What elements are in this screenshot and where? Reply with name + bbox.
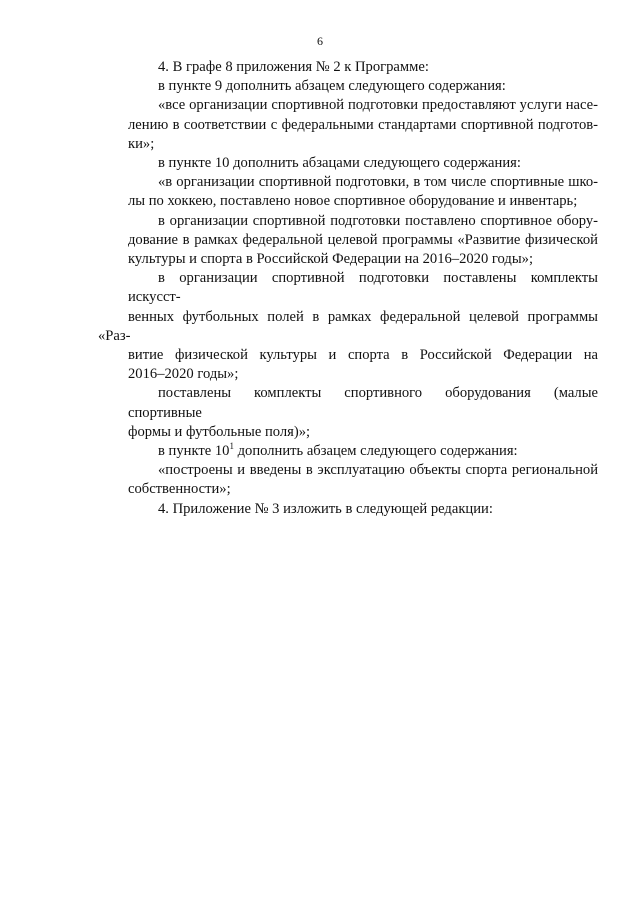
paragraph-hockey-schools [98,173,598,211]
paragraph-item-4-heading [98,58,598,77]
paragraph-sport-equipment [98,212,598,270]
point-prefix: в пункте 10 [158,443,230,460]
paragraph-point-10 [98,154,598,173]
text-line: дование в рамках федеральной целевой программы «Развитие физической [128,231,598,248]
paragraph-point-9 [98,77,598,96]
text-line: поставлены комплекты спортивного оборудования (малые спортивные [128,385,598,421]
text-line: венных футбольных полей в рамках федеральной целевой программы «Раз- [98,308,598,344]
text-line: в пункте 10 дополнить абзацами следующего содержания: [158,155,521,172]
paragraph-regional-facilities [98,461,598,499]
paragraph-equipment-sets [98,384,598,442]
text-line: лению в соответствии с федеральными стандартами спортивной подготов- [128,116,598,133]
text-line: «все организации спортивной подготовки предоставляют услуги насе- [158,97,598,114]
text-line: «в организации спортивной подготовки, в том числе спортивные шко- [158,174,598,191]
page-number: 6 [317,34,323,48]
text-line: 2016–2020 годы»; [128,366,239,383]
text-line: лы по хоккею, поставлено новое спортивное оборудование и инвентарь; [128,193,578,210]
paragraph-point-10-1 [98,442,598,461]
text-line: витие физической культуры и спорта в Российской Федерации на [128,347,598,364]
text-line: в организации спортивной подготовки поставлено спортивное обору- [158,212,598,229]
text-line [98,442,598,461]
paragraph-football-fields [98,269,598,384]
point-suffix: дополнить абзацем следующего содержания: [233,443,518,460]
text-line: «построены и введены в эксплуатацию объекты спорта региональной [158,462,598,479]
document-body [98,58,598,519]
text-line: ки»; [128,135,155,152]
paragraph-quote-services [98,96,598,154]
text-line: 4. В графе 8 приложения № 2 к Программе: [158,59,429,75]
text-line: в организации спортивной подготовки поставлены комплекты искусст- [128,270,598,306]
point-superscript: 1 [229,441,234,452]
text-line: в пункте 9 дополнить абзацем следующего содержания: [158,78,506,95]
text-line: 4. Приложение № 3 изложить в следующей редакции: [158,500,493,517]
text-line: собственности»; [128,481,231,498]
text-line: культуры и спорта в Российской Федерации на 2016–2020 годы»; [128,251,533,268]
paragraph-appendix-3 [98,500,598,519]
text-line: формы и футбольные поля)»; [128,423,311,440]
